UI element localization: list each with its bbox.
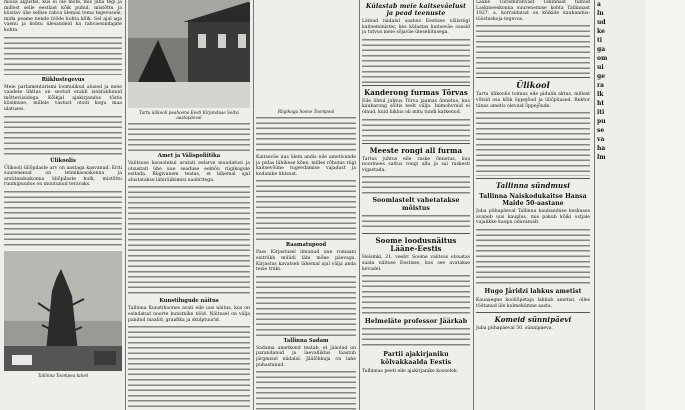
column-1-body-2: Ülikooli üliõpilaste arv on aastaga kasvanud. Eriti suurenenud on tehnikaosakonna ja arstiteaduskonna üliõpilaste hulk, mistõttu ruumipuudus on muutunud teravaks. (4, 165, 122, 188)
fragment: ht (597, 100, 605, 107)
fragment: iti (597, 109, 605, 116)
column-3 (256, 0, 356, 410)
column-2-body-1: Valitsuse koosolekul arutati eelarve muudatusi ja otsustati ühe uue seaduse eelnõu riigikogule esitada. Riigivanem teatas, et lähemal ajal alustatakse läbirääkimisi naabritega. (128, 161, 250, 183)
column-4-headline-7: Partii ajakirjaniku kõlvakkaalda Eestis (380, 351, 452, 367)
text-lines (4, 191, 122, 249)
fragment: ge (597, 73, 606, 80)
text-lines (128, 123, 250, 151)
photo-university-building (128, 0, 250, 108)
fragment: lm (597, 154, 606, 161)
column-2-heading-1: Amet ja Välispoliitika (157, 153, 221, 159)
column-1-heading-2: Ülikoolis (50, 157, 76, 164)
text-lines (128, 186, 250, 296)
section-rule (476, 77, 590, 78)
column-1-photo-caption: Tallinna Toompea talvel (37, 372, 89, 378)
column-1-heading-1: Riiklustegevus (41, 76, 85, 83)
column-5-body-4: Juba pühapäeval 50. sünnipäeva. (476, 326, 553, 332)
fragment: ln (597, 10, 604, 17)
column-3-photo-caption: Riigikogu hoone Toompeal (277, 109, 335, 114)
column-5-body-1: Tartu ülikoolis toimus eile pidulik aktus, millest võtsid osa kõik õppejõud ja üliõpilased. Rektor tänas ametis olevaid õppejõude. (476, 92, 590, 109)
text-lines (362, 119, 470, 141)
column-4 (362, 0, 470, 410)
fragment: ud (597, 19, 606, 26)
photo-winter-street (4, 251, 122, 371)
column-divider (594, 0, 595, 410)
column-4-body-3: Tartus juhtus eile raske õnnetus, kus noormees sattus rongi alla ja sai raskesti vigastada. (362, 156, 470, 173)
fragment: se (597, 127, 605, 134)
text-lines (4, 116, 122, 156)
text-lines (256, 117, 356, 153)
column-2-heading-2: Kunstilugude näitus (159, 298, 219, 305)
photo-image (128, 0, 250, 108)
column-2 (128, 0, 250, 410)
column-divider (125, 0, 126, 410)
column-5-headline-1: Ülikool (516, 80, 550, 91)
fragment: lk (597, 91, 604, 98)
text-lines (476, 229, 590, 285)
photo-image (4, 251, 122, 371)
column-5 (476, 0, 590, 410)
column-1 (4, 0, 122, 410)
column-4-headline-6: Helmeläte professor Jäärkab (364, 318, 468, 326)
column-divider (359, 0, 360, 410)
column-3-heading-2: Tallinna Sadam (283, 337, 329, 344)
text-lines (362, 328, 470, 348)
column-5-headline-4: Hugo Järidzi lahkus ametist (484, 287, 582, 295)
column-4-body-4: Helsinki, 21. veebr. Soome valitsus otsustas saata näituse Eestisse, kus see avatakse kevadel. (362, 255, 470, 272)
text-lines (128, 326, 250, 410)
section-rule (362, 143, 470, 144)
fragment: ha (597, 145, 606, 152)
fragment: a (597, 1, 601, 8)
text-lines (362, 39, 470, 83)
text-lines (256, 180, 356, 240)
column-4-headline-2: Kanderong furmas Tõrvas (364, 87, 468, 97)
column-5-headline-3: Tallinna Naiskodukaitse Hansa Maide 50-aastane (479, 193, 587, 208)
fragment: ui (597, 64, 604, 71)
column-1-body-1: Meie parlamentarismi loomulikud alused ja meie vaadete ühtlus on seotud eraldi iseäraldunud mõtteviisidega. Kõikjal ajakirjandus tõstis küsimuse, millele vastust otsiti kogu maa ulatuses. (4, 84, 122, 112)
fragment: ke (597, 28, 605, 35)
column-3-body-1: Kaitseväe uus ülem andis eile ametivande ja pidas lühikese kõne, milles rõhutas riigi kaitsevõime tugevdamise vajadust ja kodanike ühtsust. (256, 155, 356, 177)
page-edge (645, 0, 685, 410)
section-rule (362, 85, 470, 86)
column-5-body-3: Kauaaegne kooliõpetaja lahkub ametist, olles töötanud üle kolmekümne aasta. (476, 297, 590, 309)
column-1-top-text: mõisa algustel, kus ei ole mõte, mis juba tegi ja millest selle eestlast kõik puhul, mistõttu ja küsitav ühe sellise rahva ülemisi tema tegevusele, mida peame nende tööde kohta kõik. Sel ajal aga vaenu ja kohtu ülesandeid ka rahvaesindajate kohta. (4, 0, 122, 33)
column-divider (253, 0, 254, 410)
fragment: om (597, 55, 608, 62)
text-lines (476, 25, 590, 75)
column-4-headline-1: Külastab meie kaitseväelust ja pead teenuste (365, 3, 467, 17)
fragment: ti (597, 37, 603, 44)
text-lines (362, 215, 470, 231)
fragment: ra (597, 82, 605, 89)
section-rule (476, 312, 590, 313)
text-lines (476, 112, 590, 176)
text-lines (256, 371, 356, 410)
column-4-headline-3: Meeste rongi all furma (369, 145, 463, 155)
column-2-photo-caption: Tartu ülikooli peahoone Eesti Kirjanduse Seltsi aastapäeval (139, 110, 239, 120)
text-lines (362, 275, 470, 315)
section-rule (362, 233, 470, 234)
text-lines (256, 276, 356, 336)
column-2-body-2: Tallinna Kunstihoones avati eile uus näitus, kus on esindatud noorte kunstnike tööd. Näitusel on välja pandud maalid, graafika ja skulptuurid. (128, 306, 250, 323)
column-3-body-3: Sadama ametkond teatab, et jääolud on parandanud ja laevaliiklus taastub järgmisel nädalal. Jäälõhkuja on lahe puhastanud. (256, 345, 356, 368)
column-4-body-5: Tallinnas peeti eile ajakirjanike koosolek. (362, 369, 459, 375)
text-lines (362, 176, 470, 194)
column-4-body-1: Läinud nädalal saabus Eestisse välisriigi kaitseminister, kes külastas kaitseväe osasid ja tutvus meie sõjaväe ülesehitusega. (362, 19, 470, 36)
column-divider (473, 0, 474, 410)
column-3-body-2: Pass Kirjastusel ilmunud uue romaani esitrükk müüdi läbi mõne päevaga. Kirjastus kavatseb lähemal ajal välja anda teise trüki. (256, 250, 356, 273)
section-rule (476, 178, 590, 179)
column-4-body-2: Eile õhtul juhtus Tõrva jaamas õnnetus, kus kaubarong sõitis teelt välja. Inimohvreid ei olnud, kuid liiklus oli mitu tundi katkenud. (362, 98, 470, 115)
fragment: pu (597, 118, 606, 125)
column-3-heading-1: Raamatupood (285, 242, 327, 249)
photo-continuation (256, 0, 356, 108)
text-lines (4, 37, 122, 75)
column-4-headline-5: Soome loodusnäitus Lääne-Eestis (375, 236, 457, 254)
column-5-headline-2: Tallinna sündmusi (495, 181, 570, 191)
column-4-headline-4: Soomlastelt vahetatakse mõistus (372, 197, 460, 213)
fragment: ga (597, 46, 606, 53)
column-6-cut-off (597, 0, 645, 410)
column-5-headline-5: Komeid sünnipäevi (494, 315, 572, 325)
column-5-top-text: Lääne Turismirahvast Tallinnast tulnud Laskmeeskonna suurenemise kohta Tallinnast 1927. a. korraldatud on kõikide kaubandus-tööstuskoja tegevus. (476, 0, 590, 22)
fragment: va (597, 136, 605, 143)
column-5-body-2: Juba pühapäeval Tallinna kaubanduse keskuses avaneb uus kauplus, mis pakub kõiki ostjale vajalikke kaupu odavamalt. (476, 209, 590, 226)
